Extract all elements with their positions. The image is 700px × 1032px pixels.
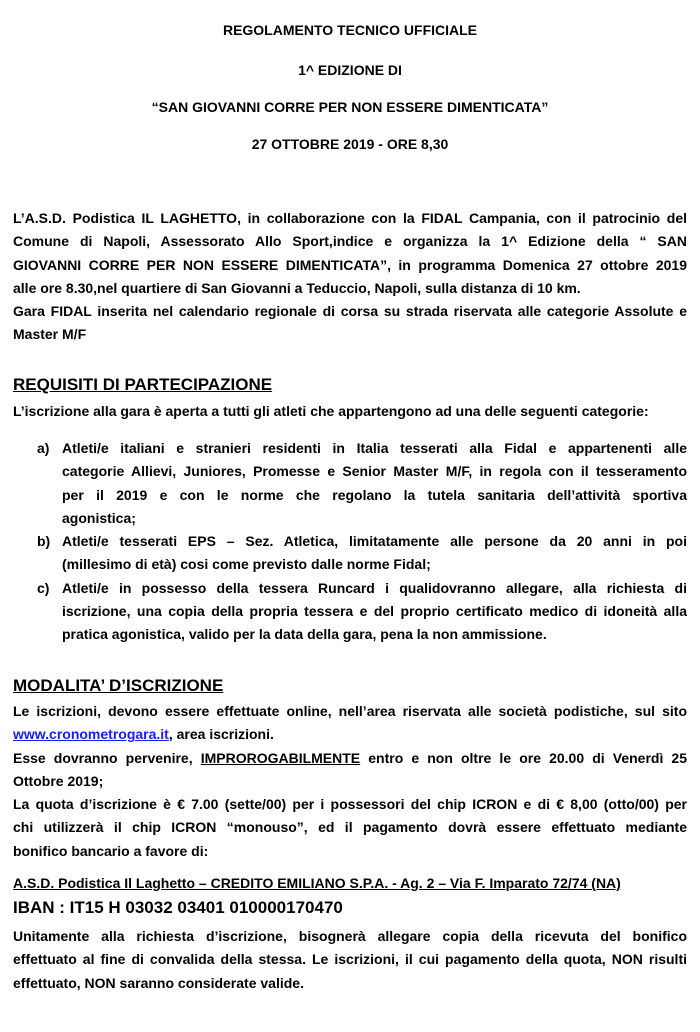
intro-line: Gara FIDAL inserita nel calendario regionale di corsa su strada riservata alle categorie Assolute e [13, 303, 687, 320]
fee-line: bonifico bancario a favore di: [13, 842, 209, 859]
requisiti-list [37, 437, 687, 647]
list-item [37, 577, 687, 647]
list-item-line: pratica agonistica, valido per la data della gara, pena la non ammissione. [62, 626, 547, 643]
modalita-heading: MODALITA’ D’ISCRIZIONE [13, 676, 224, 695]
list-item-line: iscrizione, una copia della propria tessera e del proprio certificato medico di idoneità alla [62, 603, 687, 620]
closing-line: Unitamente alla richiesta d’iscrizione, bisognerà allegare copia della ricevuta del bonifico [13, 928, 687, 944]
list-marker: b) [37, 533, 51, 550]
intro-line: Master M/F [13, 326, 87, 343]
list-item-line: (millesimo di età) cosi come previsto dalle norme Fidal; [62, 556, 431, 573]
improrogabilmente-emphasis: IMPROROGABILMENTE [200, 749, 361, 766]
deadline-prefix: Esse dovranno pervenire, [13, 749, 201, 766]
modalita-line: Ottobre 2019; [13, 772, 104, 789]
requisiti-intro-text: L’iscrizione alla gara è aperta a tutti gli atleti che appartengono ad una delle seguenti categorie: [13, 403, 649, 419]
intro-line: Comune di Napoli, Assessorato Allo Sport,indice e organizza la 1^ Edizione della “ SAN [13, 233, 687, 250]
closing-line: effettuato al fine di convalida della stessa. Le iscrizioni, il cui pagamento della quota, NON risulti [13, 951, 687, 968]
event-date-time: 27 OTTOBRE 2019 - ORE 8,30 [251, 136, 449, 152]
modalita-line: Le iscrizioni, devono essere effettuate online, nell’area riservata alle società podistiche, sul sito [13, 703, 687, 719]
modalita-body [13, 700, 687, 863]
iban-line: IBAN : IT15 H 03032 03401 010000170470 [13, 898, 343, 917]
bank-details: A.S.D. Podistica Il Laghetto – CREDITO EMILIANO S.P.A. - Ag. 2 – Via F. Imparato 72/74 (NA) [13, 875, 621, 891]
fee-line: chi utilizzerà il chip ICRON “monouso”, ed il pagamento dovrà essere effettuato mediante [13, 819, 687, 836]
list-item-line: categorie Allievi, Juniores, Promesse e Senior Master M/F, in regola con il tesseramento [62, 463, 687, 480]
list-marker: a) [37, 440, 50, 456]
modalita-deadline-line [13, 747, 687, 770]
list-item-line: agonistica; [62, 509, 136, 526]
link-suffix: , area iscrizioni. [168, 726, 274, 743]
intro-paragraph [13, 207, 687, 347]
list-item-line: Atleti/e tesserati EPS – Sez. Atletica, limitatamente alle persone da 20 anni in poi [62, 533, 687, 550]
cronometrogara-link[interactable]: www.cronometrogara.it [13, 726, 169, 743]
list-item [37, 437, 687, 530]
modalita-link-line [13, 723, 687, 746]
closing-line: effettuato, NON saranno considerate valide. [13, 974, 304, 991]
fee-line: La quota d’iscrizione è € 7.00 (sette/00) per i possessori del chip ICRON e di € 8,00 (otto/00) per [13, 796, 687, 813]
list-item-line: Atleti/e italiani e stranieri residenti in Italia tesserati alla Fidal e appartenenti alle [62, 440, 687, 456]
list-item-line: Atleti/e in possesso della tessera Runcard i qualidovranno allegare, alla richiesta di [62, 579, 687, 596]
document-title: REGOLAMENTO TECNICO UFFICIALE [222, 22, 478, 38]
intro-line: L’A.S.D. Podistica IL LAGHETTO, in collaborazione con la FIDAL Campania, con il patrocinio del [13, 210, 687, 226]
intro-line: alle ore 8.30,nel quartiere di San Giovanni a Teduccio, Napoli, sulla distanza di 10 km. [13, 279, 581, 296]
list-item-line: per il 2019 e con le norme che regolano la tutela sanitaria dell’attività sportiva [62, 486, 687, 503]
edition-line: 1^ EDIZIONE DI [298, 62, 402, 78]
event-name: “SAN GIOVANNI CORRE PER NON ESSERE DIMENTICATA” [151, 99, 549, 115]
list-marker: c) [37, 579, 50, 596]
deadline-suffix: entro e non oltre le ore 20.00 di Venerdì 25 [360, 749, 687, 766]
bank-line-block [13, 872, 687, 895]
requisiti-heading: REQUISITI DI PARTECIPAZIONE [13, 375, 273, 394]
intro-line: GIOVANNI CORRE PER NON ESSERE DIMENTICATA”, in programma Domenica 27 ottobre 2019 [13, 256, 687, 273]
closing-paragraph [13, 925, 687, 995]
requisiti-intro [13, 400, 687, 423]
list-item [37, 530, 687, 577]
